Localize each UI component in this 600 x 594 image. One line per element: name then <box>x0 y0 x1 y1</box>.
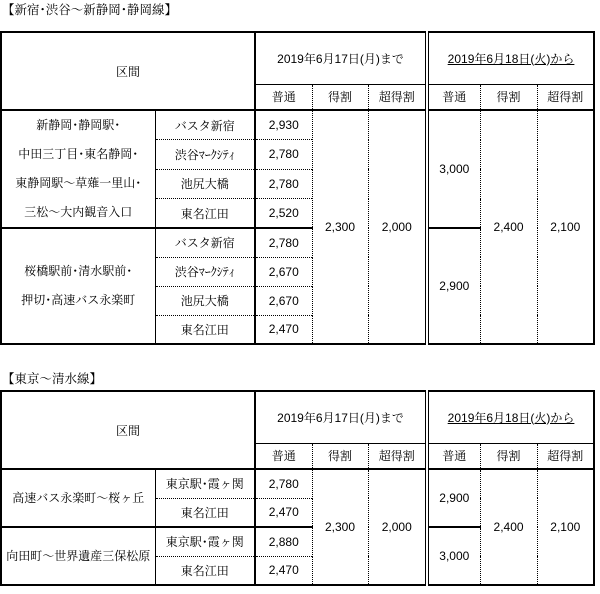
boarding-stop-cell: 東名江田 <box>155 556 255 585</box>
fare-type-super-after-header: 超得割 <box>537 84 594 110</box>
period-before-header: 2019年6月17日(月)まで <box>255 391 427 443</box>
route-area-cell <box>1 527 155 585</box>
route-area-cell <box>1 228 155 344</box>
fare-normal-before-cell: 2,670 <box>255 257 312 286</box>
boarding-stop-cell: 東京駅･霞ヶ関 <box>155 469 255 498</box>
fare-type-super-before-header: 超得割 <box>368 84 427 110</box>
fare-type-discount-after-header: 得割 <box>480 443 537 469</box>
fare-normal-before-cell: 2,520 <box>255 199 312 229</box>
fare-super-after-cell: 2,100 <box>537 469 594 585</box>
route-area-line: 桜橋駅前･清水駅前･ <box>24 264 133 278</box>
boarding-stop-cell: 東名江田 <box>155 315 255 344</box>
fare-table-2 <box>0 390 595 586</box>
fare-type-discount-before-header: 得割 <box>312 443 368 469</box>
fare-normal-before-cell: 2,780 <box>255 228 312 257</box>
boarding-stop-cell: 東名江田 <box>155 199 255 229</box>
fare-normal-before-cell: 2,470 <box>255 498 312 527</box>
fare-super-before-cell: 2,000 <box>368 110 427 344</box>
fare-type-normal-before-header: 普通 <box>255 443 312 469</box>
fare-type-normal-after-header: 普通 <box>427 84 480 110</box>
route-area-line: 東静岡駅〜草薙一里山･ <box>15 176 142 190</box>
boarding-stop-cell: 池尻大橋 <box>155 286 255 315</box>
fare-type-super-before-header: 超得割 <box>368 443 427 469</box>
fare-discount-after-cell: 2,400 <box>480 110 537 344</box>
fare-discount-after-cell: 2,400 <box>480 469 537 585</box>
route-area-line: 新静岡･静岡駅･ <box>36 118 121 132</box>
boarding-stop-cell: 渋谷ﾏｰｸｼﾃｨ <box>155 257 255 286</box>
fare-normal-before-cell: 2,780 <box>255 140 312 170</box>
fare-normal-before-cell: 2,880 <box>255 527 312 556</box>
period-after-header: 2019年6月18日(火)から <box>427 32 594 84</box>
kukan-header: 区間 <box>1 32 255 110</box>
fare-type-discount-after-header: 得割 <box>480 84 537 110</box>
fare-normal-before-cell: 2,930 <box>255 110 312 140</box>
fare-normal-before-cell: 2,470 <box>255 315 312 344</box>
fare-normal-before-cell: 2,470 <box>255 556 312 585</box>
fare-normal-after-cell: 3,000 <box>427 527 480 585</box>
fare-normal-after-cell: 3,000 <box>427 110 480 228</box>
fare-type-discount-before-header: 得割 <box>312 84 368 110</box>
route-area-line: 三松〜大内観音入口 <box>24 205 133 219</box>
boarding-stop-cell: 東京駅･霞ヶ関 <box>155 527 255 556</box>
route-area-cell <box>1 469 155 527</box>
route-area-line: 高速バス永楽町〜桜ヶ丘 <box>12 490 145 505</box>
fare-normal-before-cell: 2,670 <box>255 286 312 315</box>
route-area-line: 押切･高速バス永楽町 <box>21 293 136 307</box>
fare-normal-after-cell: 2,900 <box>427 228 480 344</box>
route-area-cell <box>1 110 155 228</box>
fare-discount-before-cell: 2,300 <box>312 469 368 585</box>
boarding-stop-cell: 東名江田 <box>155 498 255 527</box>
period-before-header: 2019年6月17日(月)まで <box>255 32 427 84</box>
fare-normal-before-cell: 2,780 <box>255 169 312 199</box>
route-area-line: 向田町〜世界遺産三保松原 <box>6 548 151 563</box>
fare-type-normal-before-header: 普通 <box>255 84 312 110</box>
route-area-line: 中田三丁目･東名静岡･ <box>18 147 139 161</box>
kukan-header: 区間 <box>1 391 255 469</box>
fare-table-1 <box>0 31 595 345</box>
fare-normal-after-cell: 2,900 <box>427 469 480 527</box>
boarding-stop-cell: 池尻大橋 <box>155 169 255 199</box>
fare-super-after-cell: 2,100 <box>537 110 594 344</box>
fare-discount-before-cell: 2,300 <box>312 110 368 344</box>
boarding-stop-cell: バスタ新宿 <box>155 228 255 257</box>
fare-normal-before-cell: 2,780 <box>255 469 312 498</box>
period-after-header: 2019年6月18日(火)から <box>427 391 594 443</box>
fare-type-super-after-header: 超得割 <box>537 443 594 469</box>
fare-type-normal-after-header: 普通 <box>427 443 480 469</box>
fare-table-2-title: 【東京〜清水線】 <box>2 372 103 386</box>
boarding-stop-cell: 渋谷ﾏｰｸｼﾃｨ <box>155 140 255 170</box>
boarding-stop-cell: バスタ新宿 <box>155 110 255 140</box>
fare-super-before-cell: 2,000 <box>368 469 427 585</box>
fare-table-1-title: 【新宿･渋谷〜新静岡･静岡線】 <box>2 3 178 17</box>
